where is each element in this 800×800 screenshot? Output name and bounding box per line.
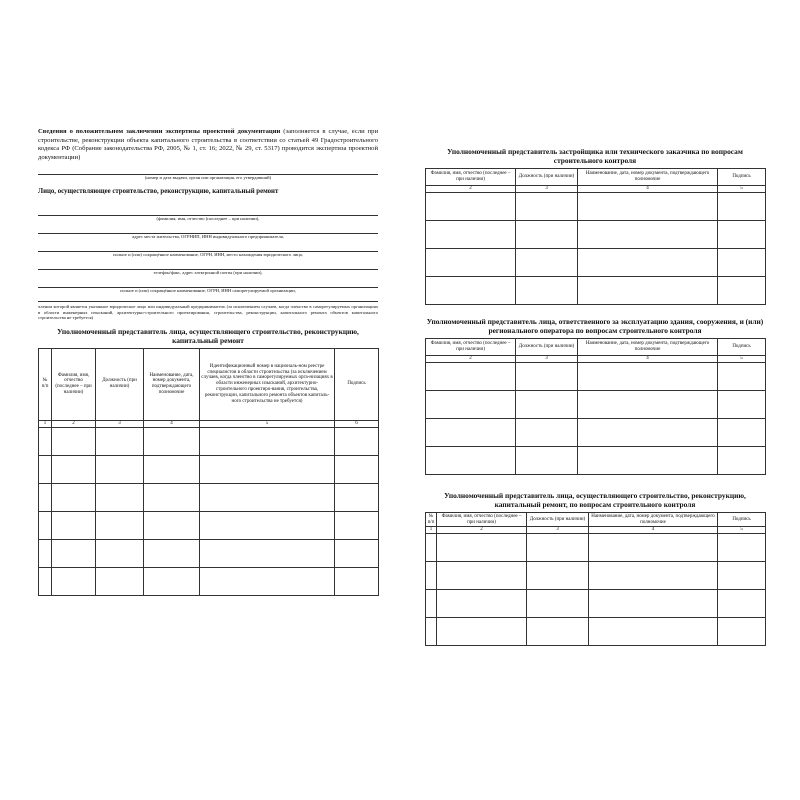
cell[interactable] bbox=[426, 590, 437, 618]
cell[interactable] bbox=[200, 427, 335, 455]
col-header-position: Должность (при наличии) bbox=[516, 339, 578, 356]
cell[interactable] bbox=[516, 391, 578, 419]
table-row[interactable] bbox=[426, 447, 766, 475]
fill-line-2[interactable] bbox=[38, 223, 378, 234]
column-number: 3 bbox=[516, 356, 578, 363]
cell[interactable] bbox=[426, 534, 437, 562]
cell[interactable] bbox=[426, 249, 516, 277]
caption-1: (фамилия, имя, отчество (последнее – при наличии), bbox=[156, 216, 260, 222]
column-number: 4 bbox=[578, 356, 718, 363]
col-header-document: Наименование, дата, номер документа, подтверждающего полномочие bbox=[144, 348, 200, 420]
table-header-row bbox=[426, 339, 766, 356]
cell[interactable] bbox=[589, 534, 718, 562]
cell[interactable] bbox=[426, 221, 516, 249]
table-row[interactable] bbox=[39, 455, 379, 483]
cell[interactable] bbox=[39, 539, 52, 567]
cell[interactable] bbox=[96, 455, 144, 483]
cell[interactable] bbox=[335, 455, 379, 483]
cell[interactable] bbox=[426, 618, 437, 646]
table-row[interactable] bbox=[39, 567, 379, 595]
cell[interactable] bbox=[96, 539, 144, 567]
cell[interactable] bbox=[578, 249, 718, 277]
person-heading: Лицо, осуществляющее строительство, реконструкцию, капитальный ремонт bbox=[38, 188, 279, 196]
expertise-intro bbox=[38, 128, 378, 162]
col-header-position: Должность (при наличии) bbox=[516, 169, 578, 186]
col-header-number: № п/п bbox=[426, 513, 437, 527]
table-row[interactable] bbox=[426, 363, 766, 391]
cell[interactable] bbox=[426, 193, 516, 221]
table-row[interactable] bbox=[426, 277, 766, 305]
cell[interactable] bbox=[39, 483, 52, 511]
fill-line-1[interactable] bbox=[38, 205, 378, 216]
cell[interactable] bbox=[718, 534, 766, 562]
table-header-row bbox=[39, 348, 379, 420]
cell[interactable] bbox=[589, 562, 718, 590]
cell[interactable] bbox=[144, 567, 200, 595]
cell[interactable] bbox=[718, 193, 766, 221]
column-number: 4 bbox=[144, 420, 200, 427]
cell[interactable] bbox=[516, 277, 578, 305]
cell[interactable] bbox=[718, 249, 766, 277]
expertise-intro-rest: (заполняется в случае, если при строительстве, реконструкции объекта капитального строительства в соответствии со статьей 49 Градостроительного кодекса РФ (Собрание законодательства РФ, 2005, № 1, ст. 16; 2022, № 29, ст. 5317) проводится экспертиза проектной документации) bbox=[38, 128, 378, 161]
cell[interactable] bbox=[578, 277, 718, 305]
col-header-position: Должность (при наличии) bbox=[527, 513, 589, 527]
right-table-3-title: Уполномоченный представитель лица, осуществляющего строительство, реконструкцию, капитальный ремонт, по вопросам строительного контроля bbox=[444, 491, 746, 509]
column-number: 6 bbox=[335, 420, 379, 427]
column-number: 3 bbox=[96, 420, 144, 427]
cell[interactable] bbox=[96, 567, 144, 595]
table-row[interactable] bbox=[426, 221, 766, 249]
col-header-name: Фамилия, имя, отчество (последнее – при наличии) bbox=[426, 339, 516, 356]
cell[interactable] bbox=[516, 447, 578, 475]
cell[interactable] bbox=[200, 483, 335, 511]
right-table-1 bbox=[425, 168, 766, 305]
cell[interactable] bbox=[200, 539, 335, 567]
cell[interactable] bbox=[52, 539, 96, 567]
cell[interactable] bbox=[52, 511, 96, 539]
column-number: 4 bbox=[589, 527, 718, 534]
column-number: 2 bbox=[426, 186, 516, 193]
cell[interactable] bbox=[144, 539, 200, 567]
cell[interactable] bbox=[426, 277, 516, 305]
cell[interactable] bbox=[527, 562, 589, 590]
column-number: 2 bbox=[52, 420, 96, 427]
col-header-position: Должность (при наличии) bbox=[96, 348, 144, 420]
cell[interactable] bbox=[426, 419, 516, 447]
cell[interactable] bbox=[39, 427, 52, 455]
column-number: 5 bbox=[718, 186, 766, 193]
col-header-signature: Подпись bbox=[718, 169, 766, 186]
cell[interactable] bbox=[578, 193, 718, 221]
cell[interactable] bbox=[718, 363, 766, 391]
expertise-fill-line[interactable] bbox=[38, 162, 378, 175]
table-row[interactable] bbox=[426, 618, 766, 646]
fill-line-5[interactable] bbox=[38, 277, 378, 288]
cell[interactable] bbox=[52, 427, 96, 455]
caption-4: телефон/факс, адрес электронной почты (при наличии), bbox=[153, 270, 263, 276]
table-row[interactable] bbox=[426, 590, 766, 618]
cell[interactable] bbox=[426, 447, 516, 475]
cell[interactable] bbox=[335, 483, 379, 511]
cell[interactable] bbox=[426, 391, 516, 419]
cell[interactable] bbox=[718, 562, 766, 590]
col-header-signature: Подпись bbox=[718, 339, 766, 356]
column-number: 5 bbox=[200, 420, 335, 427]
cell[interactable] bbox=[516, 249, 578, 277]
cell[interactable] bbox=[200, 455, 335, 483]
cell[interactable] bbox=[527, 590, 589, 618]
caption-3: полное и (или) сокращённое наименование, ОГРН, ИНН, место нахождения юридического лица, bbox=[113, 252, 303, 258]
col-header-document: Наименование, дата, номер документа, подтверждающего полномочие bbox=[578, 339, 718, 356]
column-number: 1 bbox=[426, 527, 437, 534]
cell[interactable] bbox=[718, 391, 766, 419]
column-numbers-row bbox=[426, 356, 766, 363]
cell[interactable] bbox=[578, 419, 718, 447]
cell[interactable] bbox=[335, 427, 379, 455]
cell[interactable] bbox=[200, 511, 335, 539]
expertise-caption: (номер и дата выдачи, орган или организация, его утвердивший) bbox=[144, 175, 272, 181]
table-row[interactable] bbox=[426, 534, 766, 562]
cell[interactable] bbox=[437, 618, 527, 646]
cell[interactable] bbox=[718, 447, 766, 475]
column-number: 4 bbox=[578, 186, 718, 193]
cell[interactable] bbox=[144, 511, 200, 539]
cell[interactable] bbox=[516, 221, 578, 249]
cell[interactable] bbox=[516, 419, 578, 447]
cell[interactable] bbox=[39, 567, 52, 595]
column-number: 3 bbox=[527, 527, 589, 534]
right-page bbox=[425, 143, 765, 646]
table-header-row bbox=[426, 169, 766, 186]
cell[interactable] bbox=[200, 567, 335, 595]
table-row[interactable] bbox=[39, 427, 379, 455]
cell[interactable] bbox=[718, 221, 766, 249]
fill-line-3[interactable] bbox=[38, 241, 378, 252]
left-page bbox=[38, 128, 378, 596]
table-row[interactable] bbox=[39, 539, 379, 567]
cell[interactable] bbox=[144, 427, 200, 455]
column-number: 5 bbox=[718, 356, 766, 363]
cell[interactable] bbox=[52, 567, 96, 595]
right-table-2-title: Уполномоченный представитель лица, ответственного за эксплуатацию здания, сооружения, и (или) регионального оператора по вопросам строительного контроля bbox=[426, 317, 764, 335]
cell[interactable] bbox=[718, 419, 766, 447]
cell[interactable] bbox=[589, 590, 718, 618]
table-row[interactable] bbox=[426, 193, 766, 221]
col-header-document: Наименование, дата, номер документа, подтверждающего полномочие bbox=[578, 169, 718, 186]
cell[interactable] bbox=[718, 277, 766, 305]
cell[interactable] bbox=[516, 193, 578, 221]
cell[interactable] bbox=[96, 427, 144, 455]
expertise-intro-bold: Сведения о положительном заключении экспертизы проектной документации bbox=[38, 128, 281, 135]
cell[interactable] bbox=[718, 590, 766, 618]
col-header-signature: Подпись bbox=[718, 513, 766, 527]
column-numbers-row bbox=[426, 527, 766, 534]
cell[interactable] bbox=[527, 618, 589, 646]
table-row[interactable] bbox=[426, 391, 766, 419]
col-header-name: Фамилия, имя, отчество (последнее – при наличии) bbox=[52, 348, 96, 420]
cell[interactable] bbox=[527, 534, 589, 562]
cell[interactable] bbox=[437, 562, 527, 590]
cell[interactable] bbox=[52, 483, 96, 511]
cell[interactable] bbox=[335, 511, 379, 539]
cell[interactable] bbox=[578, 221, 718, 249]
cell[interactable] bbox=[96, 483, 144, 511]
cell[interactable] bbox=[437, 534, 527, 562]
cell[interactable] bbox=[144, 483, 200, 511]
fill-line-4[interactable] bbox=[38, 259, 378, 270]
fill-line-6[interactable] bbox=[38, 295, 378, 302]
right-table-2 bbox=[425, 338, 766, 475]
caption-2: адрес места жительства, ОГРНИП, ИНН индивидуального предпринимателя, bbox=[132, 234, 284, 240]
cell[interactable] bbox=[426, 363, 516, 391]
column-number: 3 bbox=[516, 186, 578, 193]
table-row[interactable] bbox=[39, 511, 379, 539]
cell[interactable] bbox=[144, 455, 200, 483]
cell[interactable] bbox=[578, 363, 718, 391]
col-header-name: Фамилия, имя, отчество (последнее – при наличии) bbox=[426, 169, 516, 186]
table-row[interactable] bbox=[426, 562, 766, 590]
cell[interactable] bbox=[39, 511, 52, 539]
column-number: 2 bbox=[437, 527, 527, 534]
cell[interactable] bbox=[426, 562, 437, 590]
col-header-number: № п/п bbox=[39, 348, 52, 420]
cell[interactable] bbox=[578, 391, 718, 419]
cell[interactable] bbox=[335, 567, 379, 595]
cell[interactable] bbox=[578, 447, 718, 475]
cell[interactable] bbox=[96, 511, 144, 539]
cell[interactable] bbox=[516, 363, 578, 391]
cell[interactable] bbox=[52, 455, 96, 483]
col-header-document: Наименование, дата, номер документа, подтверждающего полномочие bbox=[589, 513, 718, 527]
caption-5: полное и (или) сокращённое наименование, ОГРН, ИНН саморегулируемой организации, bbox=[120, 288, 296, 294]
table-header-row bbox=[426, 513, 766, 527]
column-number: 1 bbox=[39, 420, 52, 427]
cell[interactable] bbox=[589, 618, 718, 646]
column-numbers-row bbox=[39, 420, 379, 427]
table-row[interactable] bbox=[426, 249, 766, 277]
sro-note: членом которой является указанное юридическое лицо или индивидуальный предприниматель (за исключением случаев, когда членство в саморегулируемых организациях в области инженерных изысканий, архитектурно-строительного проектирования, строительства, реконструкции, капитального ремонта объектов капитального строительства не требуется) bbox=[38, 304, 378, 321]
col-header-signature: Подпись bbox=[335, 348, 379, 420]
table-row[interactable] bbox=[426, 419, 766, 447]
cell[interactable] bbox=[437, 590, 527, 618]
cell[interactable] bbox=[335, 539, 379, 567]
table-row[interactable] bbox=[39, 483, 379, 511]
col-header-registry-id: Идентификационный номер в националь-ном реестре специалистов в области строительства (за исключением случаев, когда членство в саморегулируемых орга-низациях в области инженерных изысканий, архитектурно-строительного проектиро-вания, строительства, реконструкции, капитального ремонта объектов капиталь-ного строительства не требуется) bbox=[200, 348, 335, 420]
col-header-name: Фамилия, имя, отчество (последнее – при наличии) bbox=[437, 513, 527, 527]
cell[interactable] bbox=[718, 618, 766, 646]
left-representative-table bbox=[38, 348, 379, 596]
left-table-title: Уполномоченный представитель лица, осуществляющего строительство, реконструкцию, капитальный ремонт bbox=[57, 326, 359, 345]
column-number: 5 bbox=[718, 527, 766, 534]
cell[interactable] bbox=[39, 455, 52, 483]
column-number: 2 bbox=[426, 356, 516, 363]
right-table-1-title: Уполномоченный представитель застройщика или технического заказчика по вопросам строительного контроля bbox=[447, 147, 743, 165]
right-table-3 bbox=[425, 512, 766, 646]
column-numbers-row bbox=[426, 186, 766, 193]
